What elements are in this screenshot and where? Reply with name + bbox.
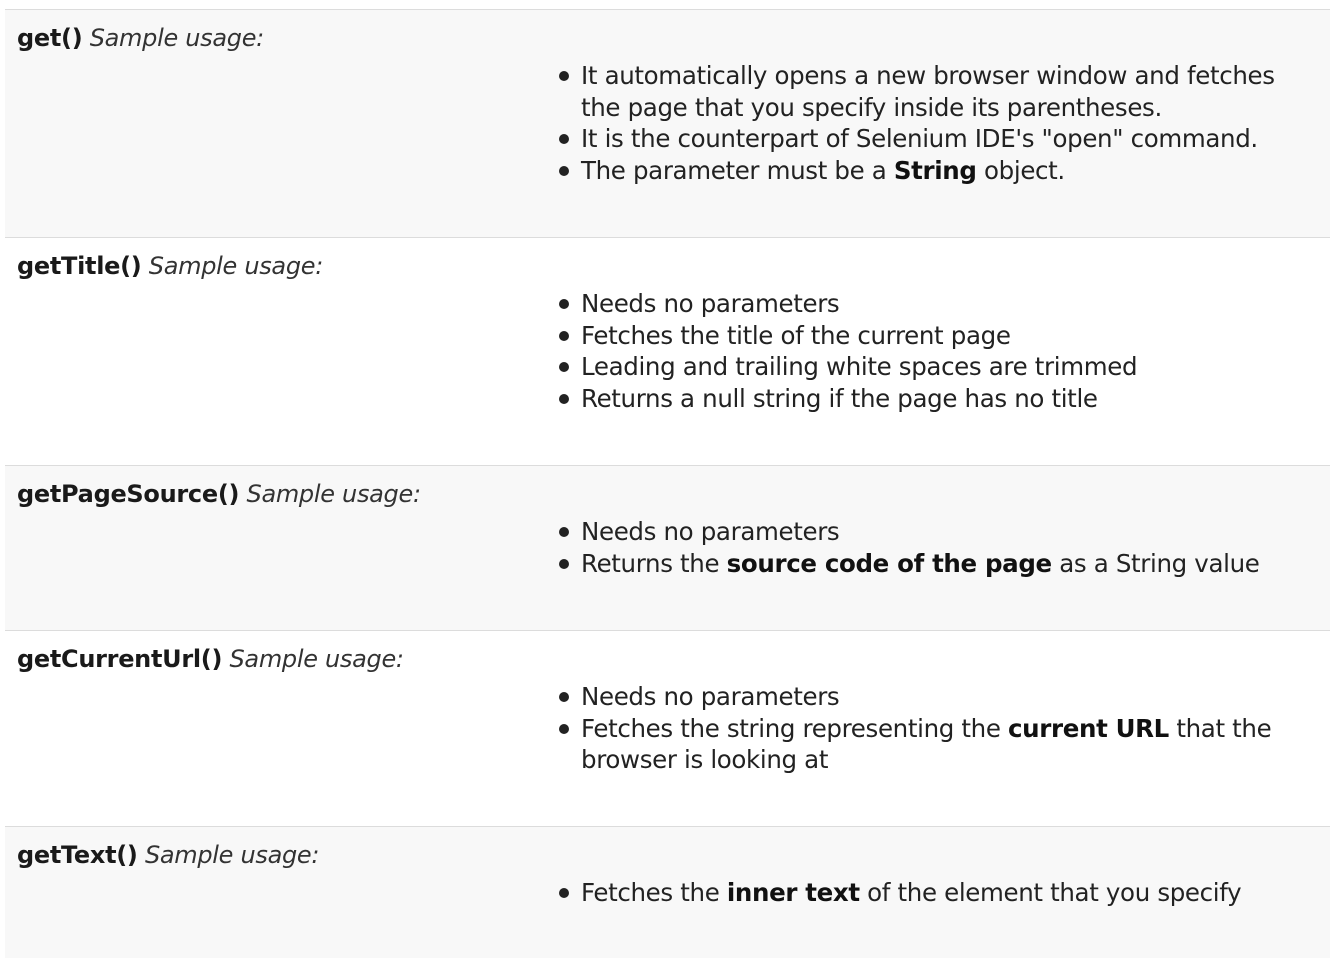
sample-usage-label: Sample usage: xyxy=(89,24,264,52)
method-cell xyxy=(17,839,319,871)
list-item: Returns the source code of the page as a String value xyxy=(557,548,1317,580)
description-cell xyxy=(557,681,1317,776)
bullet-icon xyxy=(559,362,569,372)
bullet-icon xyxy=(559,692,569,702)
bullet-icon xyxy=(559,394,569,404)
list-item: Returns a null string if the page has no title xyxy=(557,383,1317,415)
bullet-list xyxy=(557,877,1317,909)
method-name: getText() xyxy=(17,841,138,869)
sample-usage-label: Sample usage: xyxy=(229,645,404,673)
bullet-icon xyxy=(559,888,569,898)
table-row-getpagesource xyxy=(5,466,1330,631)
table-row-get xyxy=(5,10,1330,238)
bullet-list xyxy=(557,681,1317,776)
bullet-icon xyxy=(559,166,569,176)
bullet-list xyxy=(557,516,1317,579)
method-cell xyxy=(17,250,323,282)
bullet-icon xyxy=(559,331,569,341)
bullet-icon xyxy=(559,724,569,734)
list-item: Needs no parameters xyxy=(557,681,1317,713)
list-item: Fetches the inner text of the element that you specify xyxy=(557,877,1317,909)
description-cell xyxy=(557,288,1317,414)
list-item: It automatically opens a new browser window and fetches the page that you specify inside its parentheses. xyxy=(557,60,1317,123)
description-cell xyxy=(557,60,1317,186)
bullet-list xyxy=(557,60,1317,186)
bullet-list xyxy=(557,288,1317,414)
list-item: Leading and trailing white spaces are trimmed xyxy=(557,351,1317,383)
method-name: getPageSource() xyxy=(17,480,240,508)
list-item: It is the counterpart of Selenium IDE's "open" command. xyxy=(557,123,1317,155)
description-cell xyxy=(557,877,1317,909)
methods-table xyxy=(5,9,1330,958)
table-row-gettext xyxy=(5,827,1330,958)
list-item: Needs no parameters xyxy=(557,288,1317,320)
method-cell xyxy=(17,478,421,510)
method-cell xyxy=(17,643,404,675)
list-item: Fetches the string representing the current URL that the browser is looking at xyxy=(557,713,1317,776)
method-cell xyxy=(17,22,264,54)
bullet-icon xyxy=(559,559,569,569)
table-row-getcurrenturl xyxy=(5,631,1330,827)
sample-usage-label: Sample usage: xyxy=(148,252,324,280)
list-item: Needs no parameters xyxy=(557,516,1317,548)
sample-usage-label: Sample usage: xyxy=(144,841,320,869)
method-name: getTitle() xyxy=(17,252,142,280)
list-item: Fetches the title of the current page xyxy=(557,320,1317,352)
bullet-icon xyxy=(559,527,569,537)
description-cell xyxy=(557,516,1317,579)
sample-usage-label: Sample usage: xyxy=(246,480,421,508)
list-item: The parameter must be a String object. xyxy=(557,155,1317,187)
method-name: get() xyxy=(17,24,83,52)
table-row-gettitle xyxy=(5,238,1330,466)
method-name: getCurrentUrl() xyxy=(17,645,223,673)
bullet-icon xyxy=(559,134,569,144)
bullet-icon xyxy=(559,71,569,81)
bullet-icon xyxy=(559,299,569,309)
